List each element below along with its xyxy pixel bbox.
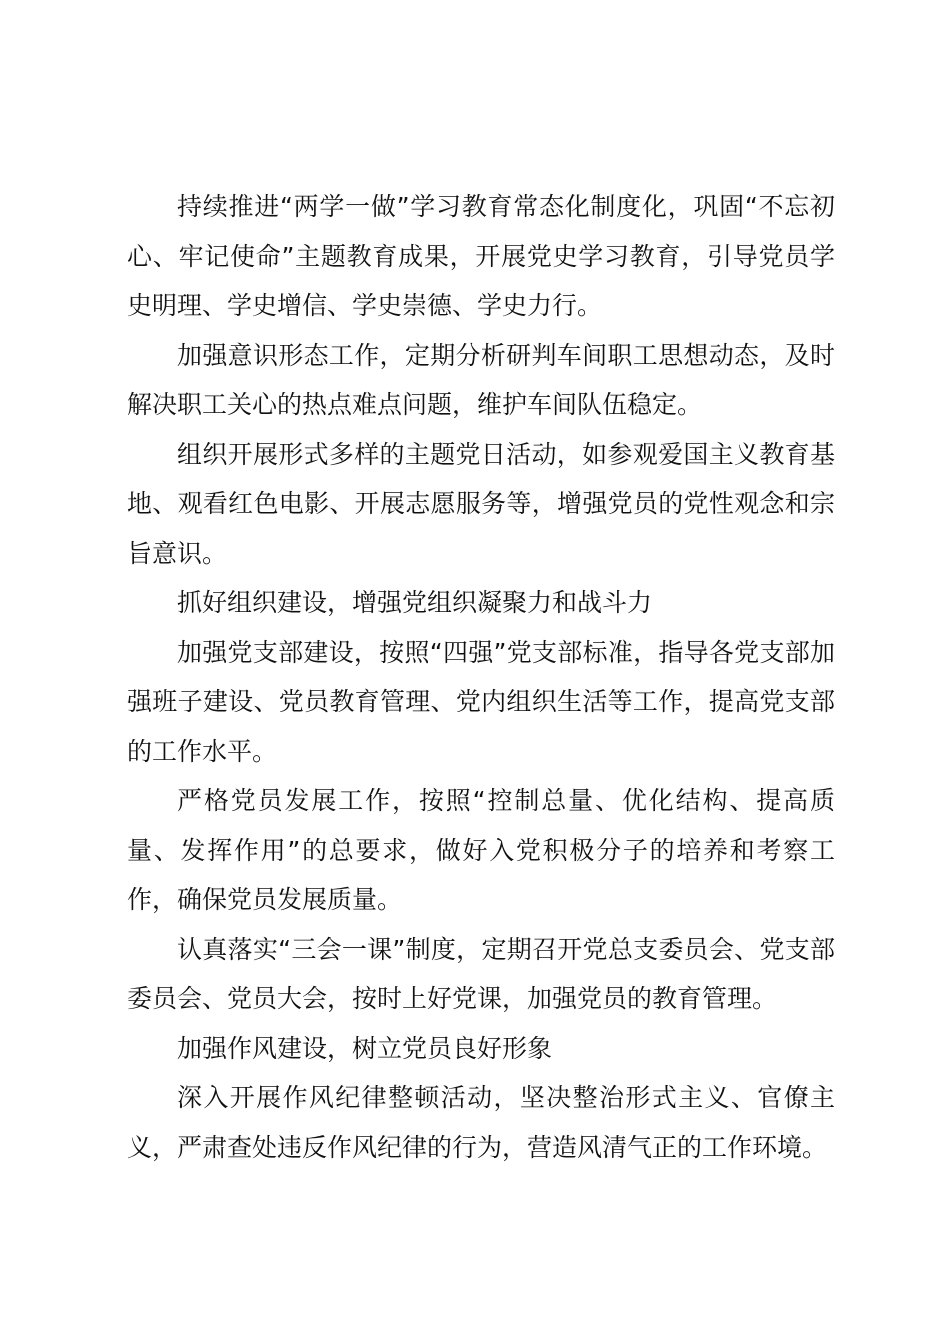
paragraph-ideology-work: 加强意识形态工作，定期分析研判车间职工思想动态，及时解决职工关心的热点难点问题，维护车间队伍稳定。 bbox=[127, 340, 835, 419]
paragraph-branch-building: 加强党支部建设，按照“四强”党支部标准，指导各党支部加强班子建设、党员教育管理、党内组织生活等工作，提高党支部的工作水平。 bbox=[127, 637, 835, 766]
document-body bbox=[127, 182, 835, 1172]
paragraph-study-education: 持续推进“两学一做”学习教育常态化制度化，巩固“不忘初心、牢记使命”主题教育成果，开展党史学习教育，引导党员学史明理、学史增信、学史崇德、学史力行。 bbox=[127, 192, 835, 320]
section-heading-style: 加强作风建设，树立党员良好形象 bbox=[177, 1033, 553, 1063]
paragraph-party-day-activities: 组织开展形式多样的主题党日活动，如参观爱国主义教育基地、观看红色电影、开展志愿服务等，增强党员的党性观念和宗旨意识。 bbox=[127, 439, 835, 568]
section-heading-organization: 抓好组织建设，增强党组织凝聚力和战斗力 bbox=[177, 588, 653, 617]
paragraph-member-development: 严格党员发展工作，按照“控制总量、优化结构、提高质量、发挥作用”的总要求，做好入党积极分子的培养和考察工作，确保党员发展质量。 bbox=[127, 786, 835, 914]
paragraph-three-meetings: 认真落实“三会一课”制度，定期召开党总支委员会、党支部委员会、党员大会，按时上好党课，加强党员的教育管理。 bbox=[127, 934, 835, 1013]
paragraph-discipline-rectification: 深入开展作风纪律整顿活动，坚决整治形式主义、官僚主义，严肃查处违反作风纪律的行为，营造风清气正的工作环境。 bbox=[127, 1083, 835, 1162]
